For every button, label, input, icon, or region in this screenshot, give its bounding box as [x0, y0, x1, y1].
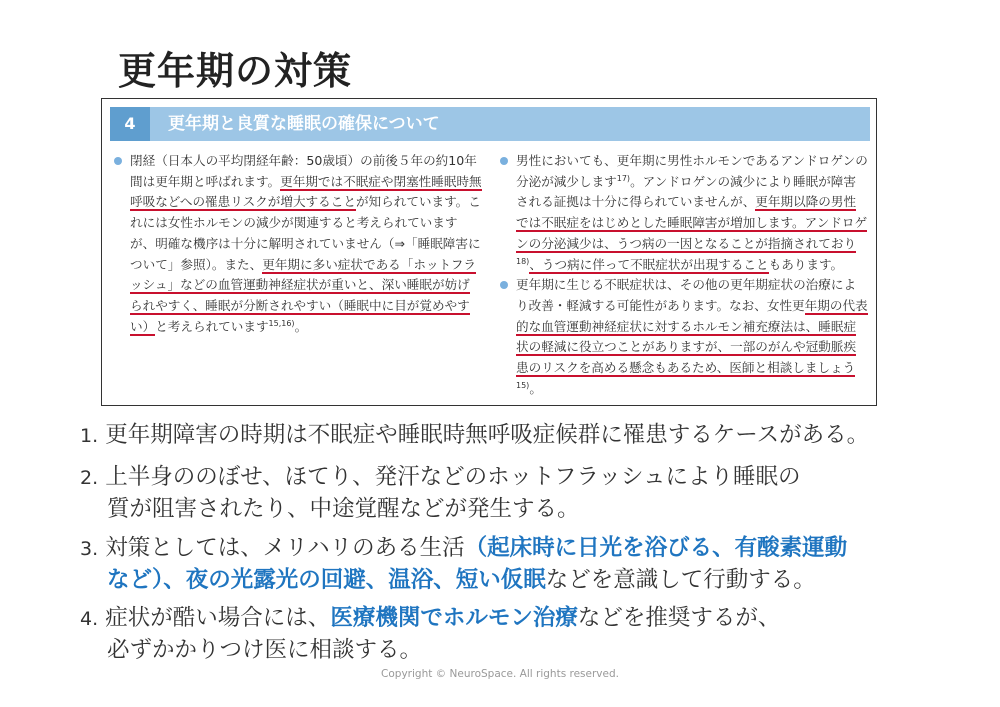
list-text-line-1 — [105, 535, 847, 561]
left-paragraph-text — [130, 153, 482, 334]
text-run: 男性においても、更年期に男性ホルモンであるアンドロゲンの分泌が減少します — [516, 153, 868, 189]
figure-title: 更年期と良質な睡眠の確保について — [168, 114, 440, 134]
text-run: 更年期に生じる不眠症状は、その他の更年期症状の治療により改善・軽減する可能性があります。なお、女性更 — [516, 277, 857, 313]
figure-left-column — [114, 151, 482, 337]
list-item-1 — [80, 420, 869, 452]
copyright-footer: Copyright © NeuroSpace. All rights reserved. — [381, 668, 619, 680]
right-paragraph-2-text — [516, 277, 868, 396]
list-item-2 — [80, 462, 801, 525]
text-run: 。アンドロゲンの減少により睡眠が障害される証拠は十分に得られていませんが、 — [516, 173, 856, 210]
citation-reference: 17) — [616, 173, 631, 183]
list-text-line-2 — [80, 565, 847, 596]
text-run: 更年期障害の時期は不眠症や睡眠時無呼吸症候群に罹患するケースがある。 — [105, 422, 870, 448]
text-run: などを意識して行動する。 — [545, 567, 816, 593]
citation-reference: 18) — [516, 256, 530, 266]
slide-title: 更年期の対策 — [118, 49, 353, 93]
text-run: 。 — [529, 380, 542, 396]
list-number: 1. — [80, 425, 99, 447]
highlighted-text: 医療機関でホルモン治療 — [330, 605, 578, 631]
text-run: 。 — [294, 318, 308, 334]
bullet-icon — [500, 157, 508, 165]
underlined-text: 更年期に多い症状である「ホットフラッシュ」などの血管運動神経症状が重いと、深い睡眠が妨げられやすく、睡眠が分断されやすい（睡眠中に目が覚めやすい） — [130, 256, 476, 334]
text-run: と考えられています — [155, 318, 269, 334]
figure-right-column — [500, 151, 868, 399]
text-run: 閉経（日本人の平均閉経年齢：50歳頃）の前後５年の約10年間は更年期と呼ばれます。 — [130, 153, 477, 189]
text-run: もあります。 — [768, 256, 844, 272]
underlined-text: 更年期以降の男性では不眠症をはじめとした睡眠障害が増加します。アンドロゲンの分泌減少は、うつ病の一因となることが指摘されており — [516, 194, 868, 251]
text-run: 質が阻害されたり、中途覚醒などが発生する。 — [107, 496, 580, 522]
bullet-icon — [500, 281, 508, 289]
figure-number: 4 — [110, 107, 150, 141]
bullet-icon — [114, 157, 122, 165]
citation-reference: 15,16) — [268, 318, 295, 328]
text-run: 必ずかかりつけ医に相談する。 — [107, 637, 423, 663]
right-paragraph-2 — [500, 275, 868, 399]
list-text-line-1 — [105, 605, 780, 631]
list-text-line-2 — [80, 494, 801, 525]
list-item-3 — [80, 533, 847, 596]
list-text-line-1 — [105, 464, 800, 490]
underlined-text: 、うつ病に伴って不眠症状が出現すること — [529, 256, 769, 272]
text-run: 対策としては、メリハリのある生活 — [105, 535, 465, 561]
guideline-figure — [101, 98, 877, 406]
text-run: などを推奨するが、 — [577, 605, 781, 631]
right-paragraph-1-text — [516, 153, 868, 272]
text-run: 上半身ののぼせ、ほてり、発汗などのホットフラッシュにより睡眠の — [105, 464, 801, 490]
highlighted-text: （起床時に日光を浴びる、有酸素運動 — [464, 535, 848, 561]
figure-header — [110, 107, 870, 141]
list-number: 2. — [80, 467, 99, 489]
underlined-text: 更年期では不眠症や閉塞性睡眠時無呼吸などへの罹患リスクが増大すること — [130, 173, 482, 210]
list-text-line-1 — [105, 422, 869, 448]
citation-reference: 15) — [516, 380, 530, 390]
list-item-4 — [80, 603, 780, 666]
right-paragraph-1 — [500, 151, 868, 275]
list-number: 3. — [80, 538, 99, 560]
list-text-line-2 — [80, 635, 780, 666]
underlined-text: 年期の代表的な血管運動神経症状に対するホルモン補充療法は、睡眠症状の軽減に役立つことがありますが、一部のがんや冠動脈疾患のリスクを高める懸念もあるため、医師と相談しましょう — [516, 297, 868, 376]
list-number: 4. — [80, 608, 99, 630]
text-run: 症状が酷い場合には、 — [105, 605, 331, 631]
text-run: が知られています。これには女性ホルモンの減少が関連すると考えられていますが、明確な機序は十分に解明されていません（⇒「睡眠障害について」参照）。また、 — [130, 194, 481, 272]
left-paragraph — [114, 151, 482, 337]
highlighted-text: など）、夜の光露光の回避、温浴、短い仮眠 — [107, 567, 546, 593]
